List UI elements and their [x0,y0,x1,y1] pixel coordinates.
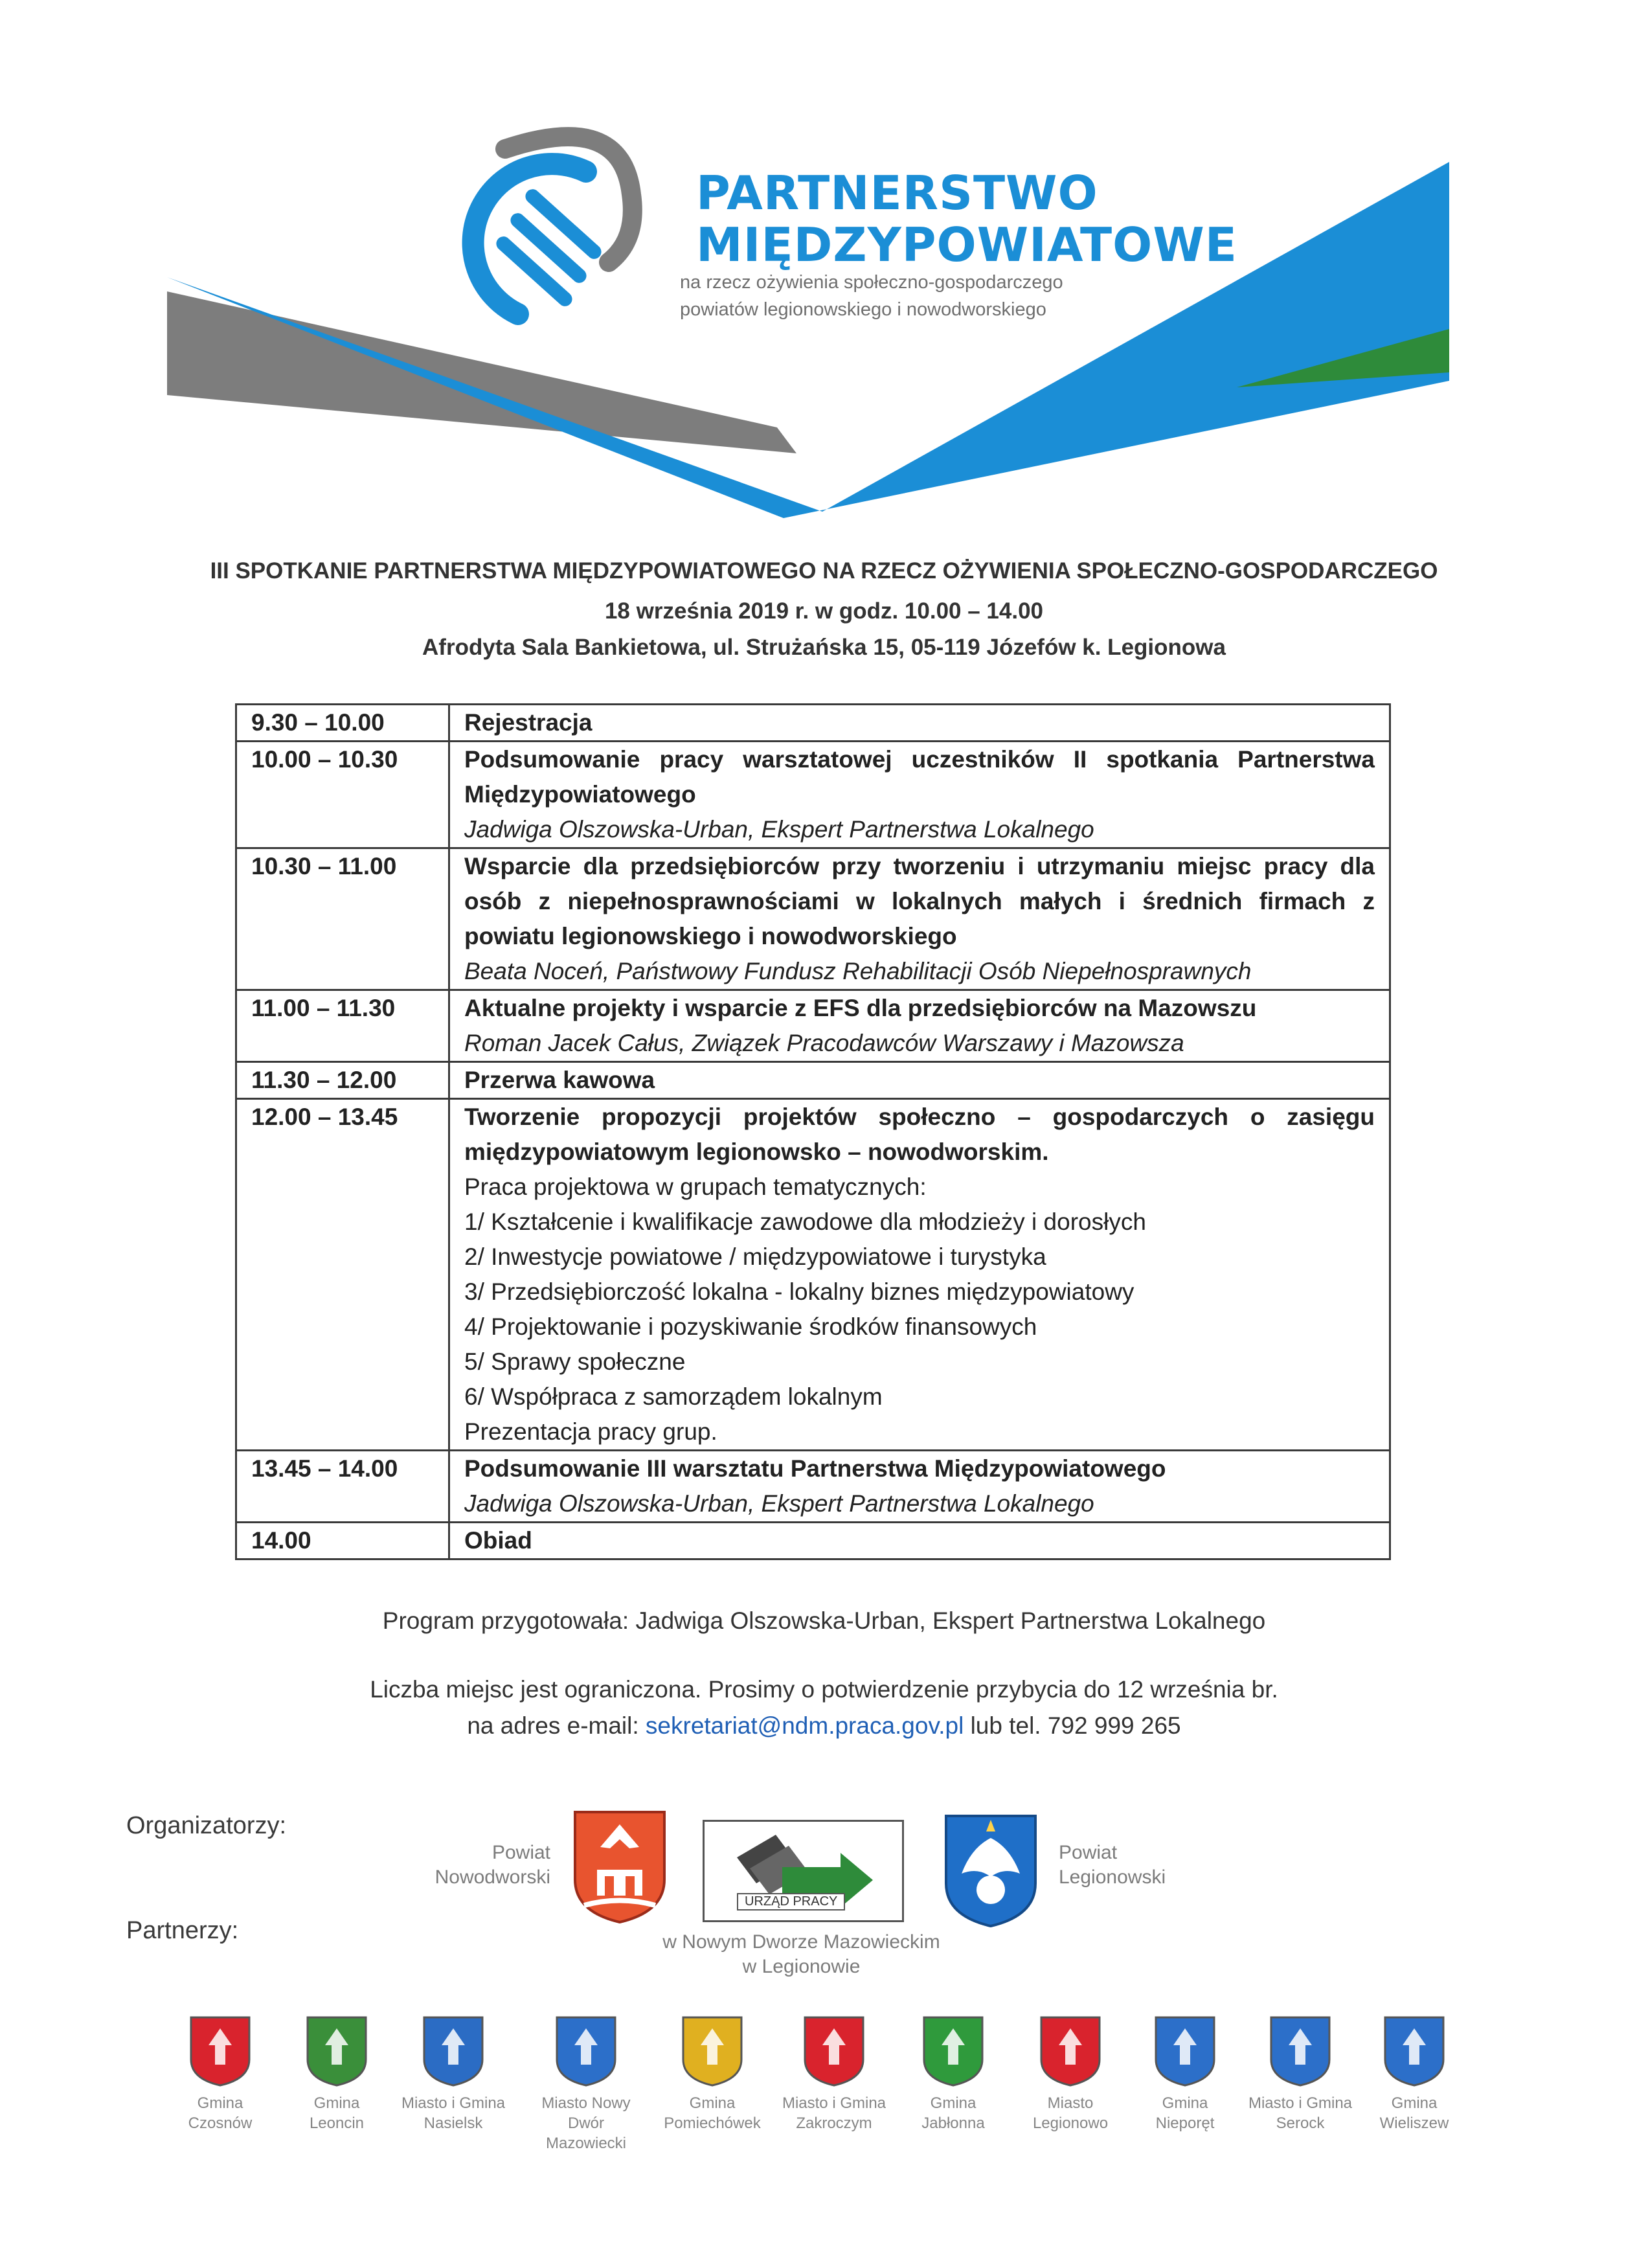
agenda-table [235,703,1391,1560]
partner-caption-line2: Leoncin [309,2115,365,2132]
powiat-nowodworski-caption: Powiat Nowodworski [435,1842,550,1888]
contact-suffix: lub tel. 792 999 265 [964,1712,1181,1739]
partner-crest-icon [1382,2014,1447,2089]
agenda-row [236,742,1390,848]
agenda-line: Prezentacja pracy grup. [464,1418,717,1445]
brand-title-line2: MIĘDZYPOWIATOWE [696,218,1237,272]
partner-caption-line1: Miasto i Gmina [1248,2094,1353,2112]
partner-crest-icon [554,2014,618,2089]
partner-caption-line2: Nasielsk [423,2115,483,2132]
partner-caption [155,2093,285,2133]
partner-crest-icon [802,2014,866,2089]
urzad-pracy-logo [703,1820,904,1922]
partner-caption-line1: Gmina [313,2094,360,2112]
partner-caption [1120,2093,1250,2133]
agenda-speaker: Jadwiga Olszowska-Urban, Ekspert Partnerstwa Lokalnego [464,816,1094,843]
agenda-time: 11.00 – 11.30 [236,990,449,1062]
agenda-time: 10.30 – 11.00 [236,848,449,990]
partners-label: Partnerzy: [126,1917,239,1944]
agenda-line: 6/ Współpraca z samorządem lokalnym [464,1383,883,1410]
agenda-title: Podsumowanie pracy warsztatowej uczestników II spotkania Partnerstwa Międzypowiatowego [464,746,1375,808]
partner-caption [1236,2093,1365,2133]
partner-caption-line2: Mazowiecki [545,2135,627,2152]
agenda-title: Rejestracja [464,709,593,736]
agenda-speaker: Jadwiga Olszowska-Urban, Ekspert Partnerstwa Lokalnego [464,1490,1094,1517]
partner-crest-icon [680,2014,745,2089]
partner-crest-icon [304,2014,369,2089]
agenda-title: Obiad [464,1527,532,1554]
brand-title-line1: PARTNERSTWO [696,166,1098,220]
agenda-title: Tworzenie propozycji projektów społeczno – gospodarczych o zasięgu międzypowiatowym legionowsko – nowodworskim. [464,1104,1375,1165]
agenda-row [236,1451,1390,1523]
agenda-line: 1/ Kształcenie i kwalifikacje zawodowe dla młodzieży i dorosłych [464,1208,1146,1235]
agenda-row [236,705,1390,742]
powiat-legionowski-caption: Powiat Legionowski [1059,1842,1166,1888]
partner-caption [521,2093,651,2153]
seats-limited-note: Liczba miejsc jest ograniczona. Prosimy o potwierdzenie przybycia do 12 września br. [370,1676,1278,1703]
prepared-by: Program przygotowała: Jadwiga Olszowska-Urban, Ekspert Partnerstwa Lokalnego [382,1607,1266,1634]
agenda-desc [449,1099,1390,1451]
agenda-title: Podsumowanie III warsztatu Partnerstwa Międzypowiatowego [464,1455,1166,1482]
contact-prefix: na adres e-mail: [467,1712,646,1739]
partner-caption-line1: Gmina [1162,2094,1208,2112]
agenda-line: 4/ Projektowanie i pozyskiwanie środków finansowych [464,1313,1037,1340]
agenda-row [236,1099,1390,1451]
agenda-time: 14.00 [236,1523,449,1559]
partner-crest-icon [421,2014,486,2089]
agenda-line: Praca projektowa w grupach tematycznych: [464,1174,927,1200]
partner-caption-line2: Serock [1276,2115,1325,2132]
partner-crest-icon [1268,2014,1333,2089]
partner-caption-line2: Legionowo [1032,2115,1109,2132]
contact-line [0,1712,1648,1740]
powiat-legionowski-crest-icon [942,1812,1039,1929]
partnership-logo-icon [473,137,633,314]
event-venue: Afrodyta Sala Bankietowa, ul. Strużańska 15, 05-119 Józefów k. Legionowa [422,635,1226,660]
event-title: III SPOTKANIE PARTNERSTWA MIĘDZYPOWIATOWEGO NA RZECZ OŻYWIENIA SPOŁECZNO-GOSPODARCZEGO [210,558,1438,584]
brand-subtitle-line1: na rzecz ożywienia społeczno-gospodarczego [680,272,1063,293]
agenda-desc [449,1523,1390,1559]
partner-caption-line1: Miasto [1047,2094,1094,2112]
agenda-line: 3/ Przedsiębiorczość lokalna - lokalny biznes międzypowiatowy [464,1278,1134,1305]
agenda-line: 5/ Sprawy społeczne [464,1348,686,1375]
agenda-row [236,1523,1390,1559]
partner-caption-line2: Wieliszew [1379,2115,1449,2132]
partner-crest-icon [188,2014,253,2089]
agenda-time: 13.45 – 14.00 [236,1451,449,1523]
partner-crest-icon [1153,2014,1217,2089]
agenda-desc [449,742,1390,848]
partner-caption-line1: Gmina [930,2094,976,2112]
brand-subtitle-line2: powiatów legionowskiego i nowodworskiego [680,299,1046,320]
agenda-desc [449,1062,1390,1099]
partner-caption-line1: Gmina [197,2094,243,2112]
brand-title [696,167,1237,271]
partner-caption [272,2093,401,2133]
email-link[interactable]: sekretariat@ndm.praca.gov.pl [645,1712,964,1739]
organizers-label: Organizatorzy: [126,1812,287,1839]
partner-caption-line2: Nieporęt [1155,2115,1215,2132]
powiat-nowodworski-crest-icon [571,1808,668,1925]
partner-caption-line2: Czosnów [188,2115,253,2132]
agenda-time: 12.00 – 13.45 [236,1099,449,1451]
agenda-title: Przerwa kawowa [464,1067,655,1093]
agenda-row [236,848,1390,990]
agenda-title: Aktualne projekty i wsparcie z EFS dla przedsiębiorców na Mazowszu [464,995,1257,1021]
agenda-speaker: Roman Jacek Całus, Związek Pracodawców Warszawy i Mazowsza [464,1030,1184,1056]
agenda-desc [449,848,1390,990]
brand-subtitle [680,269,1063,323]
partner-caption-line1: Miasto Nowy Dwór [541,2094,631,2132]
partner-caption [769,2093,899,2133]
partner-caption-line1: Gmina [1391,2094,1438,2112]
agenda-desc [449,705,1390,742]
partner-caption-line2: Pomiechówek [664,2115,761,2132]
agenda-desc [449,1451,1390,1523]
partner-caption-line1: Gmina [689,2094,736,2112]
urzad-pracy-label: URZĄD PRACY [737,1893,845,1911]
agenda-title: Wsparcie dla przedsiębiorców przy tworzeniu i utrzymaniu miejsc pracy dla osób z niepełnosprawnościami w lokalnych małych i średnich firmach z powiatu legionowskiego i nowodworskiego [464,853,1375,949]
agenda-time: 10.00 – 10.30 [236,742,449,848]
partner-caption-line1: Miasto i Gmina [401,2094,506,2112]
agenda-speaker: Beata Noceń, Państwowy Fundusz Rehabilitacji Osób Niepełnosprawnych [464,958,1252,984]
partner-caption [1006,2093,1135,2133]
partner-caption [648,2093,777,2133]
agenda-line: 2/ Inwestycje powiatowe / międzypowiatowe i turystyka [464,1243,1046,1270]
partner-caption [389,2093,518,2133]
agenda-row [236,990,1390,1062]
agenda-row [236,1062,1390,1099]
agenda-time: 9.30 – 10.00 [236,705,449,742]
partner-crest-icon [921,2014,986,2089]
partner-caption [1349,2093,1479,2133]
partner-caption-line2: Jabłonna [921,2115,985,2132]
partner-caption-line1: Miasto i Gmina [782,2094,886,2112]
partner-caption [888,2093,1018,2133]
agenda-time: 11.30 – 12.00 [236,1062,449,1099]
agenda-desc [449,990,1390,1062]
event-date: 18 września 2019 r. w godz. 10.00 – 14.00 [604,598,1044,624]
partner-crest-icon [1038,2014,1103,2089]
urzad-pracy-caption: w Nowym Dworze Mazowieckim w Legionowie [662,1931,940,1977]
partner-caption-line2: Zakroczym [796,2115,872,2132]
